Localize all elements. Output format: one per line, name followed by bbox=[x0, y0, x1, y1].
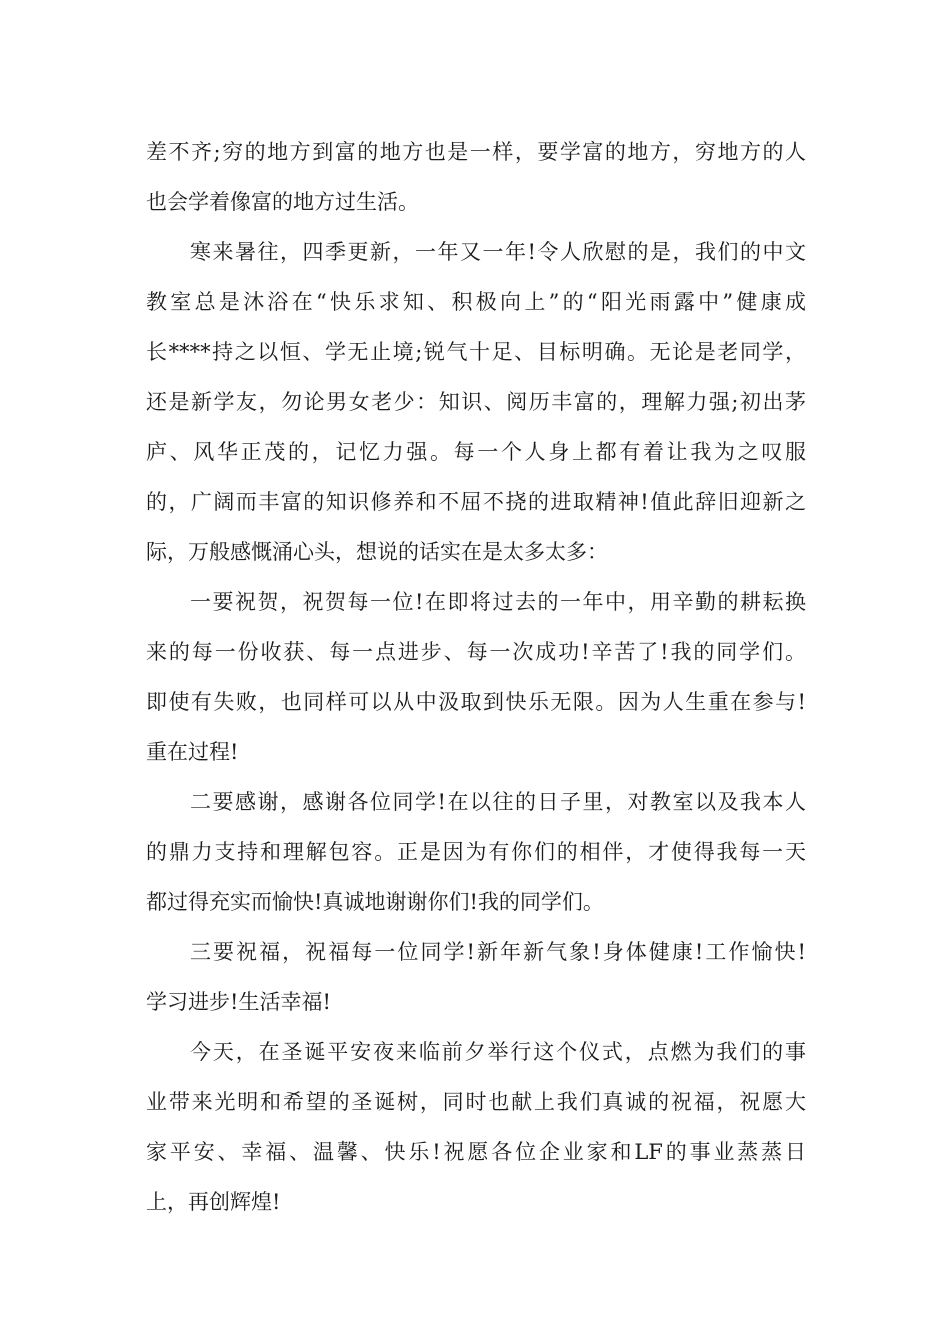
line-text: 际，万般感慨涌心头，想说的话实在是太多太多： bbox=[146, 540, 608, 564]
text-line bbox=[0, 434, 950, 470]
text-line bbox=[0, 634, 950, 670]
text-line bbox=[0, 834, 950, 870]
line-text: 重在过程! bbox=[146, 740, 239, 764]
line-text: 上，再创辉煌! bbox=[146, 1190, 281, 1214]
text-line bbox=[0, 484, 950, 520]
line-text: 寒来暑往，四季更新，一年又一年!令人欣慰的是，我们的中文 bbox=[190, 240, 806, 264]
text-line bbox=[0, 1084, 950, 1120]
text-line bbox=[0, 984, 950, 1020]
text-line bbox=[0, 134, 950, 170]
text-line bbox=[0, 284, 950, 320]
text-line bbox=[0, 334, 950, 370]
line-text: 的，广阔而丰富的知识修养和不屈不挠的进取精神!值此辞旧迎新之 bbox=[146, 490, 806, 514]
line-text: 今天，在圣诞平安夜来临前夕举行这个仪式，点燃为我们的事 bbox=[190, 1040, 806, 1064]
line-text: 学习进步!生活幸福! bbox=[146, 990, 331, 1014]
text-line bbox=[0, 734, 950, 770]
text-line bbox=[0, 1184, 950, 1220]
line-text: 业带来光明和希望的圣诞树，同时也献上我们真诚的祝福，祝愿大 bbox=[146, 1090, 806, 1114]
line-text: 都过得充实而愉快!真诚地谢谢你们!我的同学们。 bbox=[146, 890, 604, 914]
line-text: 的鼎力支持和理解包容。正是因为有你们的相伴，才使得我每一天 bbox=[146, 840, 806, 864]
text-line bbox=[0, 784, 950, 820]
line-text: 还是新学友，勿论男女老少：知识、阅历丰富的，理解力强;初出茅 bbox=[146, 390, 806, 414]
text-line bbox=[0, 384, 950, 420]
line-text: 二要感谢，感谢各位同学!在以往的日子里，对教室以及我本人 bbox=[190, 790, 806, 814]
line-text: 教室总是沐浴在“快乐求知、积极向上”的“阳光雨露中”健康成 bbox=[146, 290, 806, 314]
text-line bbox=[0, 684, 950, 720]
line-text: 庐、风华正茂的，记忆力强。每一个人身上都有着让我为之叹服 bbox=[146, 440, 806, 464]
text-line bbox=[0, 184, 950, 220]
text-line bbox=[0, 534, 950, 570]
line-text: 三要祝福，祝福每一位同学!新年新气象!身体健康!工作愉快! bbox=[190, 940, 806, 964]
text-line bbox=[0, 1134, 950, 1170]
text-line bbox=[0, 1034, 950, 1070]
line-text: 也会学着像富的地方过生活。 bbox=[146, 190, 419, 214]
text-line bbox=[0, 234, 950, 270]
text-line bbox=[0, 934, 950, 970]
line-text: 一要祝贺，祝贺每一位!在即将过去的一年中，用辛勤的耕耘换 bbox=[190, 590, 806, 614]
line-text: 来的每一份收获、每一点进步、每一次成功!辛苦了!我的同学们。 bbox=[146, 640, 806, 664]
text-line bbox=[0, 884, 950, 920]
line-text: 长****持之以恒、学无止境;锐气十足、目标明确。无论是老同学， bbox=[146, 340, 806, 364]
line-text: 家平安、幸福、温馨、快乐!祝愿各位企业家和LF的事业蒸蒸日 bbox=[146, 1140, 806, 1164]
line-text: 差不齐;穷的地方到富的地方也是一样，要学富的地方，穷地方的人 bbox=[146, 140, 806, 164]
line-text: 即使有失败，也同样可以从中汲取到快乐无限。因为人生重在参与! bbox=[146, 690, 806, 714]
text-line bbox=[0, 584, 950, 620]
